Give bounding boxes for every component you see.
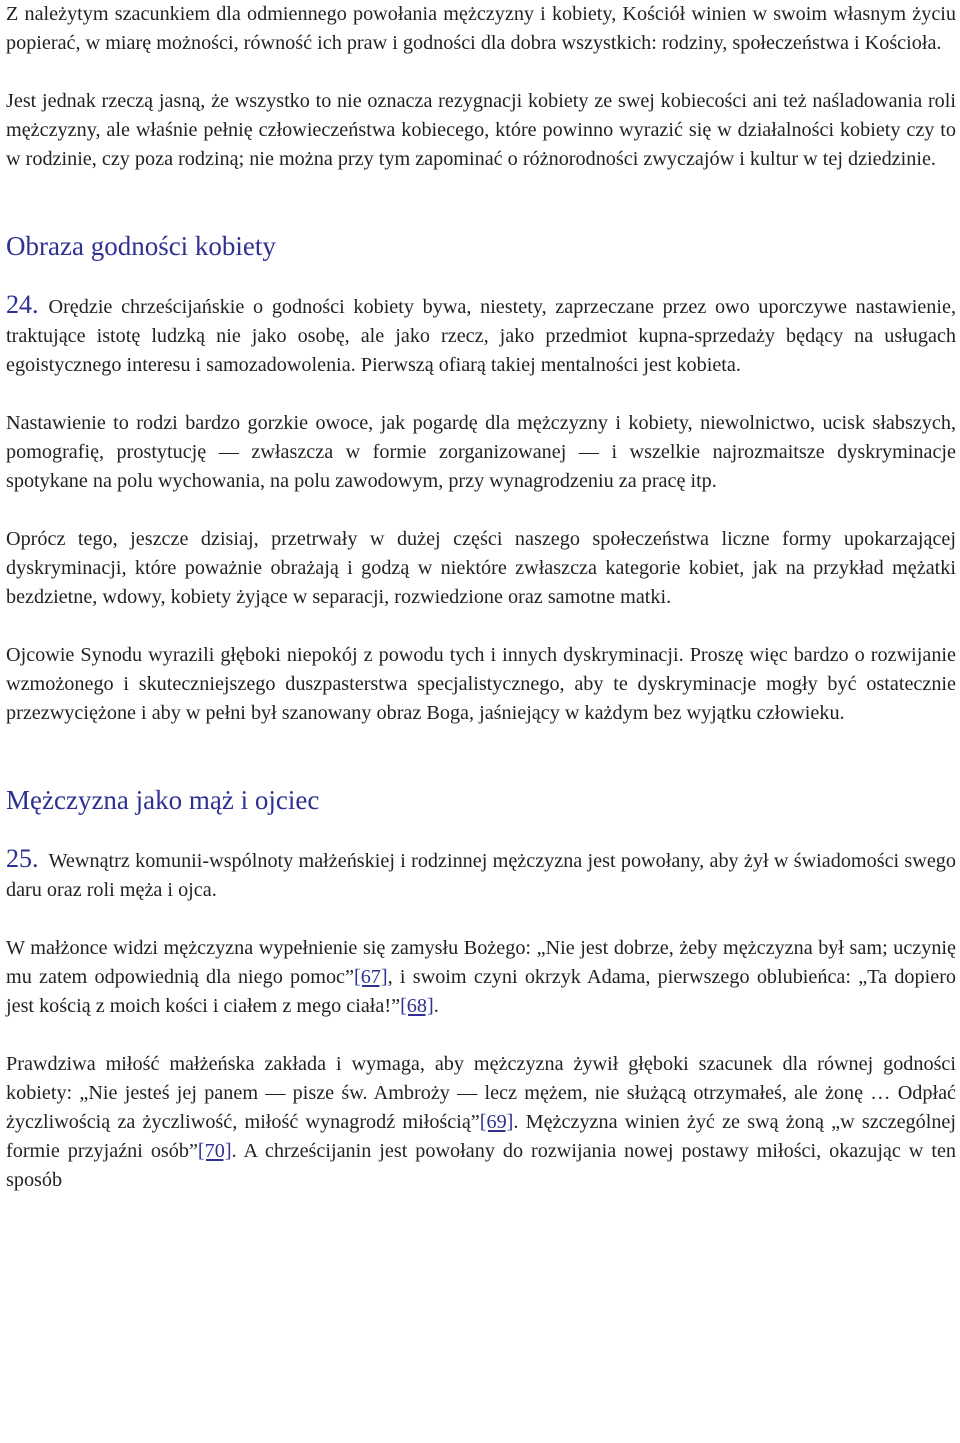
paragraph-24-text: Orędzie chrześcijańskie o godności kobiety bywa, niestety, zaprzeczane przez owo uporczywe nastawienie, traktujące istotę ludzką nie jako osobę, ale jako rzecz, jako przedmiot kupna-sprzedaży będący na usługach egoistycznego interesu i samozadowolenia. Pierwszą ofiarą takiej mentalności jest kobieta. [6, 296, 956, 376]
paragraph-malzonka [6, 934, 956, 1021]
paragraph-prawdziwa-text-c: . A chrześcijanin jest powołany do rozwijania nowej postawy miłości, okazując w ten sposób [6, 1140, 956, 1191]
paragraph-malzonka-text-c: . [433, 995, 439, 1017]
paragraph-malzonka-text-a: W małżonce widzi mężczyzna wypełnienie się zamysłu Bożego: „Nie jest dobrze, żeby mężczyzna był sam; uczynię mu zatem odpowiednią dla niego pomoc” [6, 937, 956, 988]
paragraph-oprocz: Oprócz tego, jeszcze dzisiaj, przetrwały w dużej części naszego społeczeństwa liczne formy upokarzającej dyskryminacji, które poważnie obrażają i godzą w niektóre zwłaszcza kategorie kobiet, jak na przykład mężatki bezdzietne, wdowy, kobiety żyjące w separacji, rozwiedzione oraz samotne matki. [6, 528, 956, 608]
footnote-link-68[interactable]: [68] [400, 995, 434, 1017]
footnote-link-70[interactable]: [70] [197, 1140, 232, 1162]
section-heading-mezczyzna: Mężczyzna jako mąż i ojciec [6, 785, 320, 815]
footnote-link-69[interactable]: [69] [479, 1111, 514, 1133]
paragraph-intro: Z należytym szacunkiem dla odmiennego powołania mężczyzny i kobiety, Kościół winien w swoim własnym życiu popierać, w miarę możności, równość ich praw i godności dla dobra wszystkich: rodziny, społeczeństwa i Kościoła. [6, 3, 956, 54]
paragraph-nastawienie: Nastawienie to rodzi bardzo gorzkie owoce, jak pogardę dla mężczyzny i kobiety, niewolnictwo, ucisk słabszych, pomografię, prostytucję — zwłaszcza w formie zorganizowanej — i wszelkie najrozmaitsze dyskryminacje spotykane na polu wychowania, na polu zawodowym, przy wynagrodzeniu za pracę itp. [6, 412, 956, 492]
paragraph-25-text: Wewnątrz komunii-wspólnoty małżeńskiej i rodzinnej mężczyzna jest powołany, aby żył w świadomości swego daru oraz roli męża i ojca. [6, 850, 956, 901]
section-number-25: 25. [6, 844, 39, 873]
paragraph-prawdziwa-text-b: . Mężczyzna winien żyć ze swą żoną „w szczególnej formie przyjaźni osób” [6, 1111, 956, 1162]
paragraph-prawdziwa [6, 1050, 956, 1195]
section-heading-obraza: Obraza godności kobiety [6, 231, 276, 261]
paragraph-24 [6, 290, 956, 380]
paragraph-jest-jednak: Jest jednak rzeczą jasną, że wszystko to nie oznacza rezygnacji kobiety ze swej kobiecości ani też naśladowania roli mężczyzny, ale właśnie pełnię człowieczeństwa kobiecego, które powinno wyrazić się w działalności kobiety czy to w rodzinie, czy poza rodziną; nie można przy tym zapominać o różnorodności zwyczajów i kultur w tej dziedzinie. [6, 90, 956, 170]
paragraph-25 [6, 844, 956, 905]
section-number-24: 24. [6, 290, 39, 319]
paragraph-malzonka-text-b: , i swoim czyni okrzyk Adama, pierwszego oblubieńca: „Ta dopiero jest kością z moich kości i ciałem z mego ciała!” [6, 966, 957, 1017]
footnote-link-67[interactable]: [67] [353, 966, 388, 988]
paragraph-prawdziwa-text-a: Prawdziwa miłość małżeńska zakłada i wymaga, aby mężczyzna żywił głęboki szacunek dla równej godności kobiety: „Nie jesteś jej panem — pisze św. Ambroży — lecz mężem, nie służącą otrzymałeś, ale żonę … Odpłać życzliwością za życzliwość, miłość wynagrodź miłością” [6, 1053, 956, 1133]
paragraph-ojcowie: Ojcowie Synodu wyrazili głęboki niepokój z powodu tych i innych dyskryminacji. Proszę więc bardzo o rozwijanie wzmożonego i skuteczniejszego duszpasterstwa specjalistycznego, aby te dyskryminacje mogły być ostatecznie przezwyciężone i aby w pełni był szanowany obraz Boga, jaśniejący w każdym bez wyjątku człowieku. [6, 644, 956, 724]
